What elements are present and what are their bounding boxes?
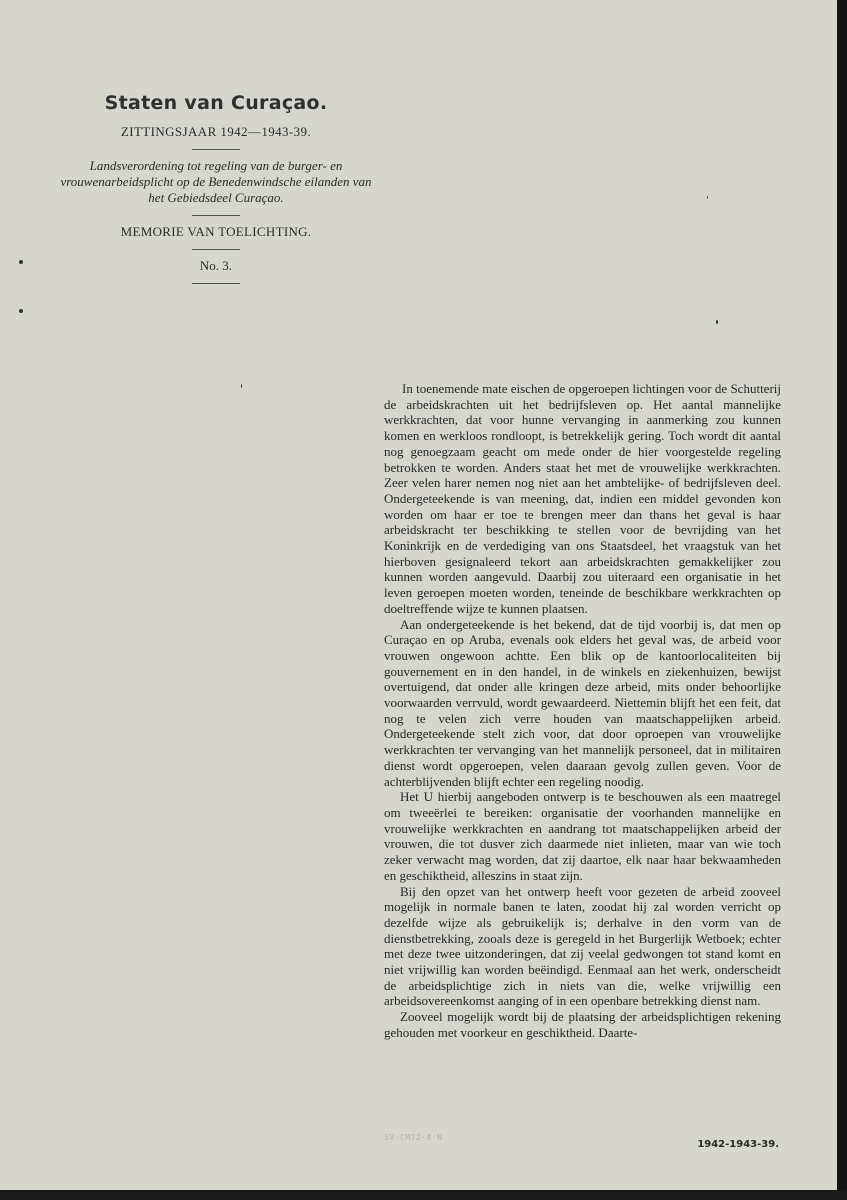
paragraph: In toenemende mate eischen de opgeroepen lichtingen voor de Schutterij de arbeidskrachten uit het bedrijfsleven op. Het aantal mannelijke werkkrachten, dat voor hunne vervanging in aanmerking zou kunnen komen en werkloos rondloopt, is betrekkelijk gering. Toch wordt dit aantal nog genoegzaam geacht om mede onder de hier voorgestelde regeling betrokken te worden. Anders staat het met de vrouwelijke werkkrachten. Zeer velen harer nemen nog niet aan het ambtelijke- of bedrijfsleven deel. Ondergeteekende is van meening, dat, indien een middel gevonden kon worden om haar er toe te brengen meer dan thans het geval is haar arbeidskracht ter beschikking te stellen voor de bevrijding van het Koninkrijk en de verdediging van ons Staatsdeel, het vraagstuk van het hierboven gesignaleerd tekort aan arbeidskrachten gemakkelijker zou kunnen worden aangevuld. Daarbij zou uiteraard een organisatie in het leven geroepen moeten worden, teneinde de beschikbare werkkrachten op doeltreffende wijze te kunnen plaatsen. — [384, 381, 781, 616]
paper-speck — [241, 384, 242, 388]
paper-speck — [19, 309, 23, 313]
paragraph: Aan ondergeteekende is het bekend, dat de tijd voorbij is, dat men op Curaçao en op Aruba, evenals ook elders het geval was, de arbeid voor vrouwen ongewoon achtte. Een blik op de kantoorlocaliteiten bij gouvernement en in den handel, in de winkels en ziekenhuizen, bewijst overtuigend, dat onder alle kringen deze arbeid, mits onder behoorlijke voorwaarden verrvuld, wordt gewaardeerd. Niettemin blijft het een feit, dat nog te velen zich verre houden van maatschappelijken arbeid. Ondergeteekende stelt zich voor, dat door oproepen van vrouwelijke werkkrachten ter vervanging van het mannelijk personeel, dat in militairen dienst wordt opgeroepen, velen daaraan gevolg zullen geven. Voor de achterblijvenden blijft echter een regeling noodig. — [384, 616, 781, 789]
paper-speck — [716, 320, 718, 324]
paper-speck — [707, 196, 708, 199]
footer-code: 1942-1943-39. — [697, 1139, 779, 1150]
paper-speck — [19, 260, 23, 264]
divider — [192, 249, 240, 250]
divider — [192, 283, 240, 284]
paragraph: Het U hierbij aangeboden ontwerp is te beschouwen als een maatregel om tweeërlei te bereiken: organisatie der voorhanden mannelijke en vrouwelijke werkkrachten en aandrang tot maatschappelijken arbeid der vrouwen, die tot dusver zich daarmede niet inlieten, maar van wie toch zeker verwacht mag worden, dat zij daartoe, elk naar haar bekwaamheden en geschiktheid, alleszins in staat zijn. — [384, 789, 781, 883]
divider — [192, 215, 240, 216]
paragraph: Zooveel mogelijk wordt bij de plaatsing der arbeidsplichtigen rekening gehouden met voorkeur en geschiktheid. Daarte- — [384, 1009, 781, 1040]
paragraph: Bij den opzet van het ontwerp heeft voor gezeten de arbeid zooveel mogelijk in normale banen te laten, zoodat hij zal worden verricht op dezelfde wijze als gebruikelijk is; derhalve in den vorm van de dienstbetrekking, zooals deze is geregeld in het Burgerlijk Wetboek; echter met deze twee uitzonderingen, dat zij veelal gedwongen tot stand komt en niet vrijwillig kan worden beëindigd. Eenmaal aan het werk, onderscheidt de arbeidsplichtige zich in niets van die, welke vrijwillig een arbeidsovereenkomst aanging of in een openbare betrekking dienst nam. — [384, 883, 781, 1009]
scan-edge — [0, 1190, 847, 1200]
document-header — [60, 92, 372, 292]
faded-stamp: SV·CM72·A·N — [384, 1133, 443, 1142]
divider — [192, 149, 240, 150]
document-title: Staten van Curaçao. — [104, 92, 328, 114]
subject-line: Landsverordening tot regeling van de burger- en vrouwenarbeidsplicht op de Benedenwindsche eilanden van het Gebiedsdeel Curaçao. — [60, 158, 372, 205]
explanatory-text — [384, 381, 781, 1041]
memorie-heading: MEMORIE VAN TOELICHTING. — [120, 224, 312, 239]
session-year: ZITTINGSJAAR 1942—1943-39. — [120, 124, 312, 139]
scan-edge — [837, 0, 847, 1200]
document-number: No. 3. — [199, 258, 233, 273]
